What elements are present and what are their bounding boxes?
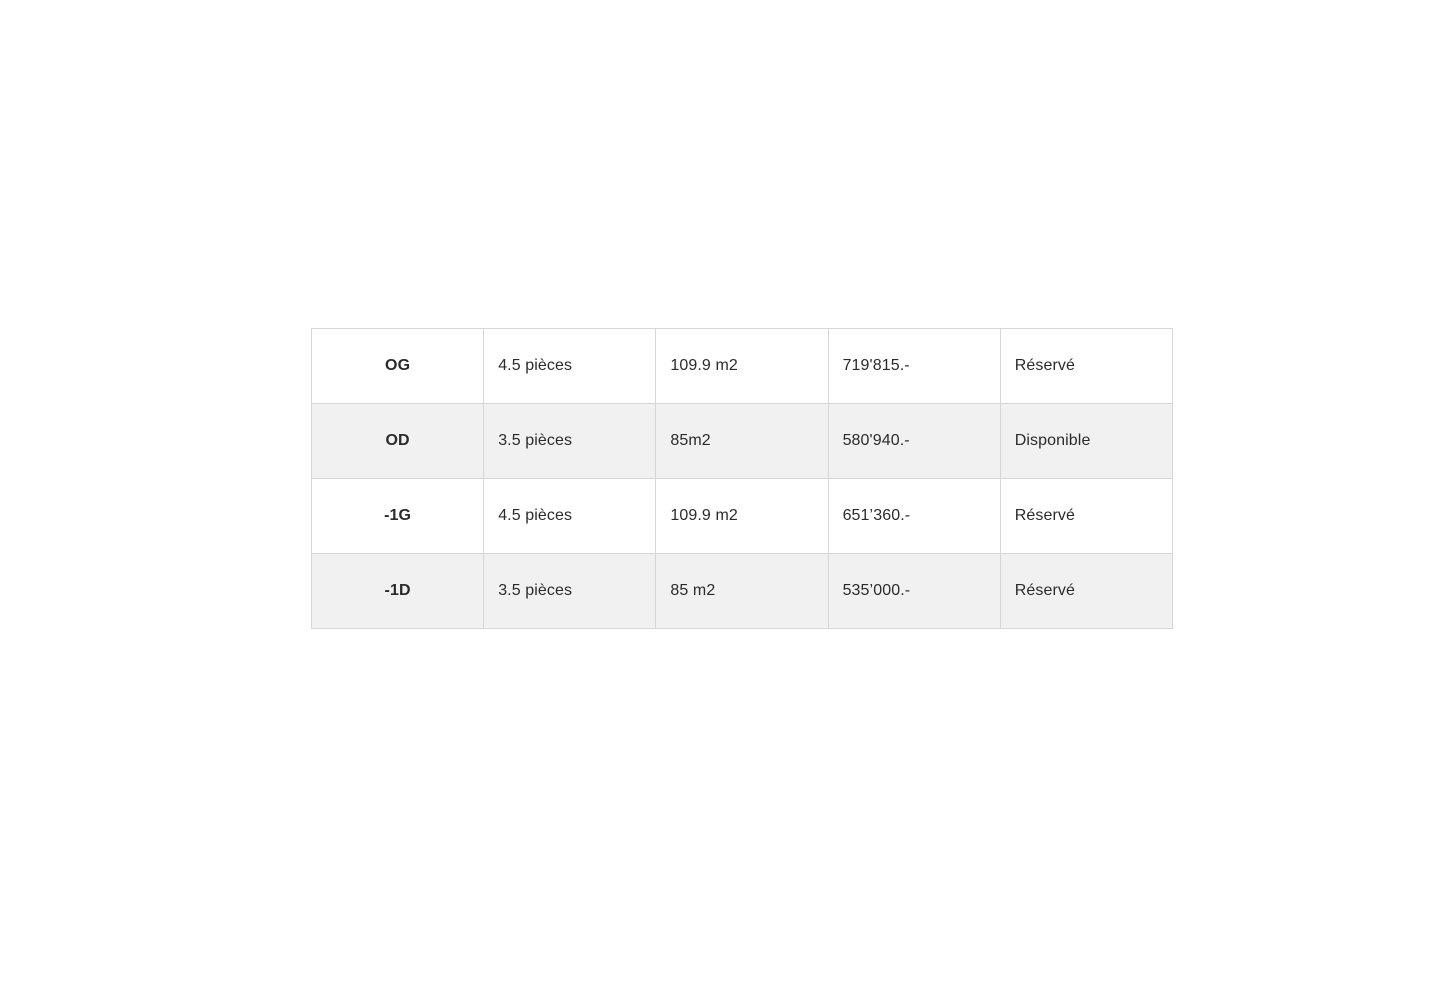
surface-cell: 109.9 m2	[656, 479, 828, 554]
unit-cell: OG	[312, 329, 484, 404]
price-cell: 651’360.-	[828, 479, 1000, 554]
unit-availability-table-wrap	[311, 328, 1173, 629]
price-cell: 580'940.-	[828, 404, 1000, 479]
surface-cell: 109.9 m2	[656, 329, 828, 404]
rooms-cell: 4.5 pièces	[484, 479, 656, 554]
unit-cell: -1D	[312, 554, 484, 629]
unit-cell: OD	[312, 404, 484, 479]
status-cell: Réservé	[1000, 479, 1172, 554]
table-row	[312, 329, 1173, 404]
table-row	[312, 404, 1173, 479]
status-cell: Réservé	[1000, 329, 1172, 404]
unit-availability-table	[311, 328, 1173, 629]
surface-cell: 85 m2	[656, 554, 828, 629]
rooms-cell: 4.5 pièces	[484, 329, 656, 404]
price-cell: 719'815.-	[828, 329, 1000, 404]
table-row	[312, 554, 1173, 629]
price-cell: 535’000.-	[828, 554, 1000, 629]
rooms-cell: 3.5 pièces	[484, 404, 656, 479]
surface-cell: 85m2	[656, 404, 828, 479]
status-cell: Disponible	[1000, 404, 1172, 479]
unit-cell: -1G	[312, 479, 484, 554]
table-row	[312, 479, 1173, 554]
status-cell: Réservé	[1000, 554, 1172, 629]
rooms-cell: 3.5 pièces	[484, 554, 656, 629]
